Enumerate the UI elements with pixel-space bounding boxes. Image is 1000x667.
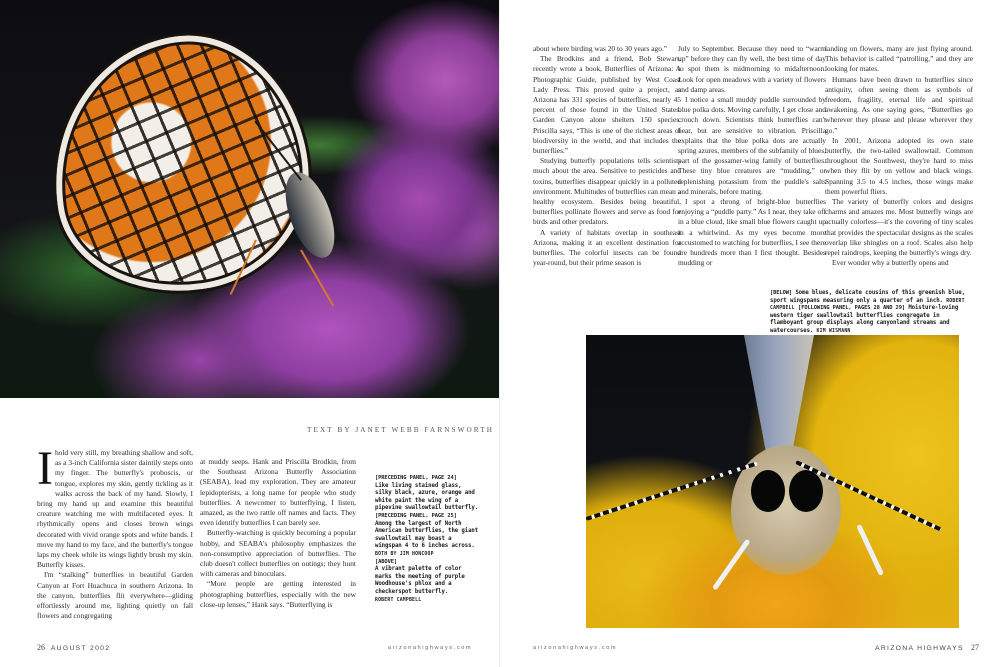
website-url: arizonahighways.com [388,645,473,651]
paragraph: I spot a throng of bright-blue butterflies enjoying a “puddle party.” As I near, they take off in a blue cloud, like small blue flowers caught up in a whirlwind. As my eyes become more accustomed to watching for butterflies, I see there are hundreds more than I first thought. Besides mudding or [678,197,826,268]
paragraph: The variety of butterfly colors and designs charms and amazes me. Most butterfly wings are actually colorless—it's the covering of tiny scales that provides the spectacular designs as the scales overlap like shingles on a roof. Scales also help repel raindrops, keeping the butterfly's wings dry. [825,197,973,258]
paragraph: A variety of habitats overlap in southeast Arizona, making it an excellent destination for butterflies. The colorful insects can be found year-round, but their prime season is [533,227,681,268]
paragraph: at muddy seeps. Hank and Priscilla Brodkin, from the Southeast Arizona Butterfly Association (SEABA), lead my exploration. They are amateur lepidopterists, a long name for people who study butterflies. A newcomer to butterflying, I listen, amazed, as the two rattle off names and facts. They even identify butterflies I can barely see. [200,457,356,528]
paragraph: Studying butterfly populations tells scientists much about the area. Sensitive to pesticides and toxins, butterflies disappear quickly in a polluted environment. Multitudes of butterflies can mean a healthy ecosystem. Besides being beautiful, butterflies pollinate flowers and serve as food for birds and other predators. [533,156,681,227]
right-folio [875,643,979,652]
right-column-2 [678,44,826,268]
caption-text: Like living stained glass, silky black, azure, orange and white paint the wing of a pipevine swallowtail butterfly. [375,482,479,512]
caption-tag: [PRECEDING PANEL, PAGE 24] [375,475,457,481]
caption-text: Moisture-loving western tiger swallowtail butterflies congregate in flamboyant group displays along canyonland streams and watercourses. [770,305,959,334]
paragraph: “More people are getting interested in photographing butterflies, especially with the new close-up lenses,” Hank says. “Butterflying is [200,579,356,609]
issue-date: AUGUST 2002 [50,645,111,652]
caption-tag: [PRECEDING PANEL, PAGE 25] [375,512,457,519]
paragraph: In 2001, Arizona adopted its own state butterfly, the two-tailed swallowtail. Common throughout the Southwest, they're hard to miss when they flit by on yellow and black wings. Spanning 3.5 to 4.5 inches, those wings make them powerful fliers. [825,135,973,196]
photo-credit: KIM WISMANN [816,328,851,334]
paragraph: about where birding was 20 to 30 years ago.” [533,44,668,53]
website-url: arizonahighways.com [533,645,618,651]
paragraph: I notice a small muddy puddle surrounded by blue polka dots. Moving carefully, I get close and crouch down. Scientists think butterflies can't hear, but are sensitive to vibration. Priscilla explains that the blue polka dots are actually spring azures, members of the subfamily of blues, part of the gossamer-wing family of butterflies. These tiny blue creatures are “mudding,” or replenishing potassium from the puddle's salts and minerals, before mating. [678,95,826,196]
caption-tag: [BELOW] [770,290,793,296]
right-column-1 [533,44,681,268]
paragraph-text: hold very still, my breathing shallow and soft, as a 3-inch California sister daintily steps onto my finger. The butterfly's proboscis, or tongue, explores my skin, gently tickling as it walks across the back of my hand. Slowly, I bring my hand up and examine this beautiful creature watching me with multifaceted eyes. It rhythmically opens and closes brown wings decorated with vivid orange spots and white bands. I move my hand to my face, and the butterfly's tongue laps my cheek while its wings lightly brush my skin. Butterfly kisses. [37,448,193,570]
butterfly-eye-graphic [751,470,785,512]
butterfly-wing-graphic [33,17,327,311]
photo-credit: BOTH BY JIM HONCOOP [375,551,434,557]
magazine-name: ARIZONA HIGHWAYS [875,645,964,652]
left-column-2 [200,457,356,610]
caption-text: Among the largest of North American butterflies, the giant swallowtail may boast a wingspan 4 to 6 inches across. [375,520,479,550]
greenish-blue-butterfly-photo [586,335,959,628]
photo-credit: ROBERT CAMPBELL [375,597,422,603]
photo-credit: ROBERT CAMPBELL [770,298,965,312]
butterfly-eye-graphic [789,470,823,512]
photo-caption-right [770,290,970,336]
paragraph: I'm “stalking” butterflies in beautiful Garden Canyon at Fort Huachuca in southern Arizona. In the canyon, butterflies flit everywhere—gliding effortlessly around me, lighting quietly on fall flowers and congregating [37,570,193,621]
drop-cap: I [37,442,53,495]
caption-tag: [FOLLOWING PANEL, PAGES 28 AND 29] [798,305,905,312]
page-number: 26 [37,643,45,652]
byline: TEXT BY JANET WEBB FARNSWORTH [307,426,495,434]
photo-caption-left [375,475,480,604]
checkerspot-butterfly-photo [0,0,500,398]
caption-text: Some blues, delicate cousins of this greenish blue, sport wingspans measuring only a quarter of an inch. [770,290,965,304]
left-folio [37,643,110,652]
page-number: 27 [970,643,979,652]
left-column-1 [37,442,193,621]
paragraph: landing on flowers, many are just flying around. This behavior is called “patrolling,” and they are looking for mates. [825,44,973,74]
caption-tag: [ABOVE] [375,558,398,565]
paragraph: Humans have been drawn to butterflies since antiquity, often seeing them as symbols of freedom, fragility, eternal life and spiritual awakening. As one saying goes, “Butterflies go wherever they please and please wherever they go.” [825,74,973,135]
right-column-3 [825,44,973,268]
opening-paragraph [37,442,193,570]
paragraph: Butterfly-watching is quickly becoming a popular hobby, and SEABA's philosophy emphasizes the non-consumptive appreciation of butterflies. The club doesn't collect butterflies on outings; they hunt with cameras and binoculars. [200,528,356,579]
butterfly-leg-graphic [300,250,334,307]
caption-text: A vibrant palette of color marks the meeting of purple Woodhouse's phlox and a checkerspot butterfly. [375,566,465,595]
butterfly-leg-graphic [712,539,751,591]
paragraph: Ever wonder why a butterfly opens and [832,258,949,268]
paragraph: July to September. Because they need to “warm up” before they can fly well, the best time of day to spot them is midmorning to midafternoon. Look for open meadows with a variety of flowers and damp areas. [678,44,826,94]
butterfly-leg-graphic [856,524,884,576]
paragraph: The Brodkins and a friend, Bob Stewart, recently wrote a book, Butterflies of Arizona: A Photographic Guide, published by West Coast Lady Press. This proved quite a project, as Arizona has 331 species of butterflies, nearly 45 percent of those found in the United States. Garden Canyon alone shelters 150 species. Priscilla says, “This is one of the richest areas of biodiversity in the world, and that includes the butterflies.” [533,54,681,156]
